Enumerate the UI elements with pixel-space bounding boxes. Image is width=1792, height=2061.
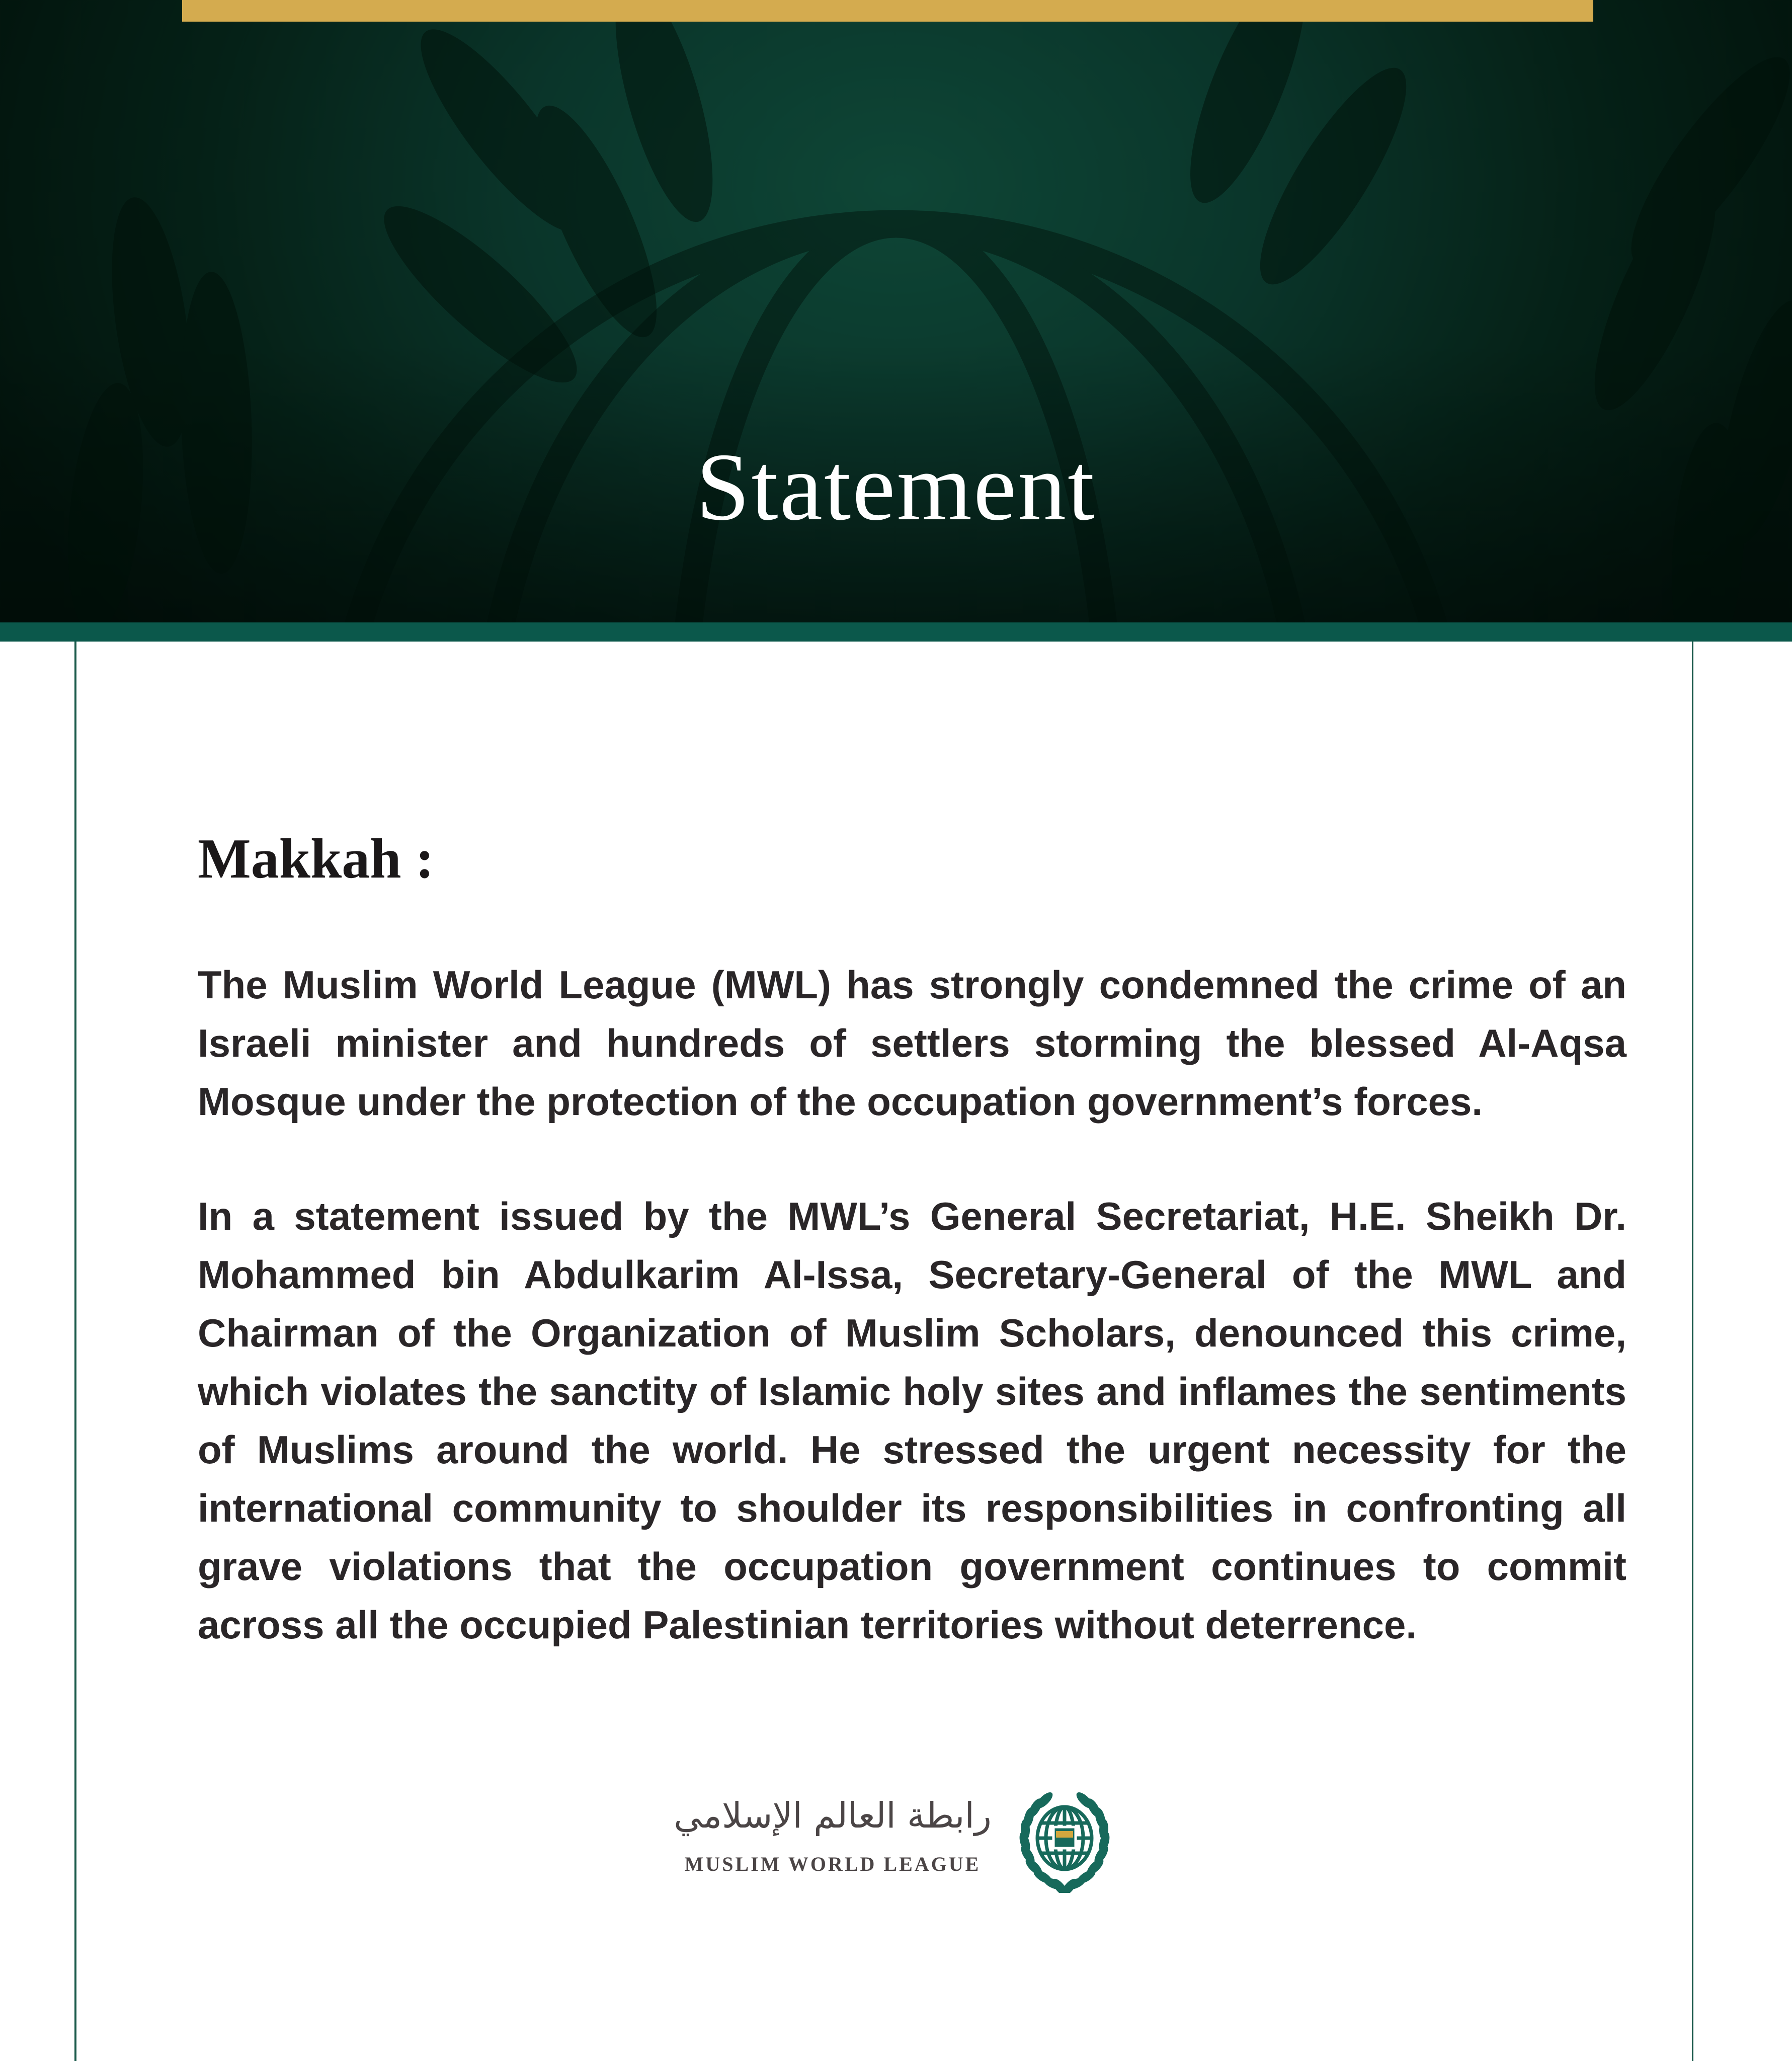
- statement-paragraph-1: The Muslim World League (MWL) has strongly condemned the crime of an Israeli minister and hundreds of settlers storming the blessed Al-Aqsa Mosque under the protection of the occupation government’s forces.: [198, 963, 1626, 1124]
- mwl-logo: [0, 1789, 1792, 1893]
- arabic-logotype: رابطة العالم الإسلامي: [674, 1795, 992, 1836]
- page-title: Statement: [696, 433, 1096, 540]
- globe-wreath-emblem-icon: [1011, 1790, 1118, 1893]
- header-banner: [0, 0, 1792, 622]
- logo-wordmark: [674, 1789, 992, 1874]
- kaaba-icon: [1053, 1827, 1076, 1848]
- gold-accent-bar: [182, 0, 1593, 22]
- teal-divider: [0, 622, 1792, 642]
- latin-logotype: MUSLIM WORLD LEAGUE: [684, 1853, 981, 1875]
- location-heading: Makkah :: [198, 828, 434, 890]
- statement-paragraph-2: In a statement issued by the MWL’s General Secretariat, H.E. Sheikh Dr. Mohammed bin Abdulkarim Al-Issa, Secretary-General of the MWL and Chairman of the Organization of Muslim Scholars, denounced this crime, which violates the sanctity of Islamic holy sites and inflames the sentiments of Muslims around the world. He stressed the urgent necessity for the international community to shoulder its responsibilities in confronting all grave violations that the occupation government continues to commit across all the occupied Palestinian territories without deterrence.: [198, 1194, 1626, 1647]
